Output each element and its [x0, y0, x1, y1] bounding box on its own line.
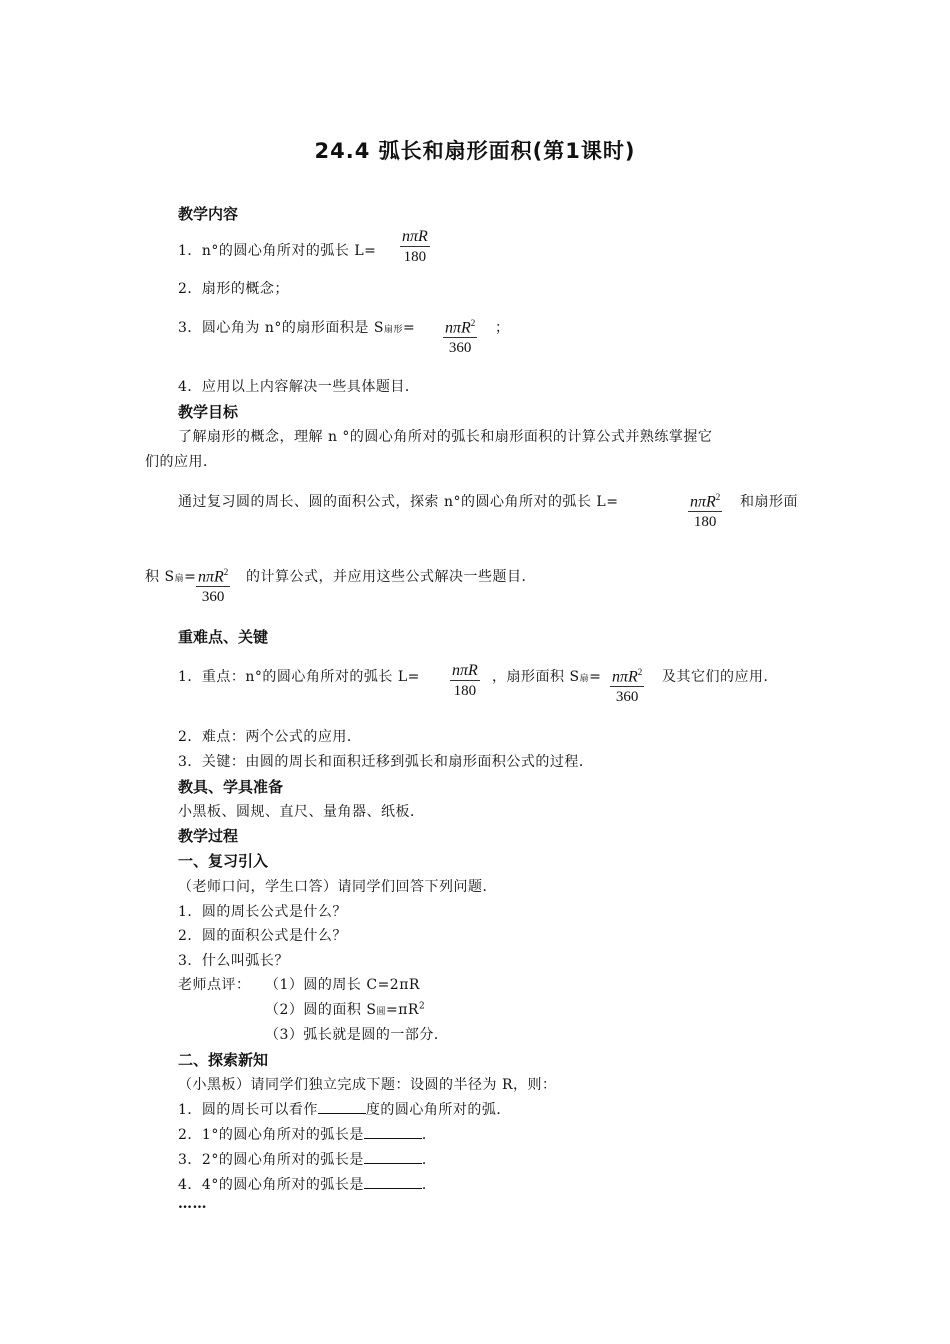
review-intro: （老师口问，学生口答）请同学们回答下列问题．: [178, 879, 497, 895]
key-1-a: 1．重点：n°的圆心角所对的弧长 L=: [178, 669, 420, 685]
key-2: 2．难点：两个公式的应用．: [178, 729, 362, 745]
goals-p2-c: [145, 566, 196, 586]
answer-blank[interactable]: [318, 1101, 366, 1114]
key-1-b: [492, 666, 601, 686]
arc-length-fraction: [400, 228, 430, 267]
equals: =: [184, 569, 197, 585]
subscript: 圆: [376, 1007, 386, 1017]
fraction-denominator: 360: [196, 586, 230, 607]
fraction-denominator: 180: [688, 511, 722, 532]
goals-p1-line1: 了解扇形的概念，理解 n °的圆心角所对的弧长和扇形面积的计算公式并熟练掌握它: [178, 429, 713, 445]
sector-area-fraction: [443, 314, 477, 358]
content-item-3-text: 3．圆心角为 n°的扇形面积是 S: [178, 320, 384, 336]
review-q1: 1．圆的周长公式是什么？: [178, 904, 347, 920]
goals-heading: 教学目标: [178, 403, 239, 421]
fraction-denominator: 360: [610, 686, 644, 707]
equals: =: [589, 669, 602, 685]
fraction-numerator: [610, 663, 644, 686]
subscript: 扇: [174, 574, 185, 584]
numerator-text: nπR: [690, 493, 716, 511]
superscript: 2: [637, 667, 643, 677]
explore-3: [178, 1149, 436, 1169]
explore-1: [178, 1099, 511, 1119]
explore-4: [178, 1174, 436, 1194]
key-1-d: 及其它们的应用．: [662, 669, 778, 685]
numerator-text: nπR: [198, 568, 224, 586]
superscript: 2: [418, 1001, 426, 1012]
explore-2-text: 2．1°的圆心角所对的弧长是: [178, 1127, 364, 1143]
goals-p2-a: 通过复习圆的周长、圆的面积公式，探索 n°的圆心角所对的弧长 L=: [178, 494, 619, 510]
fraction-denominator: 180: [400, 246, 430, 267]
content-heading: 教学内容: [178, 205, 239, 223]
arc-length-fraction-2: [688, 488, 722, 532]
content-item-3: [178, 317, 415, 337]
key-3: 3．关键：由圆的周长和面积迁移到弧长和扇形面积公式的过程．: [178, 754, 594, 770]
fraction-denominator: 360: [443, 337, 477, 358]
sector-area-fraction-2: [196, 563, 230, 607]
goals-p2-c-text: 积 S: [145, 569, 175, 585]
comment-2: [265, 999, 425, 1019]
arc-length-fraction-3: [450, 662, 480, 701]
subscript: 扇形: [383, 325, 403, 335]
explore-1-text-end: 度的圆心角所对的弧．: [365, 1102, 511, 1118]
page-title: 24.4 弧长和扇形面积(第1课时): [314, 139, 636, 163]
answer-blank[interactable]: [364, 1151, 422, 1164]
fraction-numerator: nπR: [452, 662, 478, 679]
key-heading: 重难点、关键: [178, 628, 269, 646]
goals-p2-e: 的计算公式，并应用这些公式解决一些题目．: [246, 569, 536, 585]
key-1-b-text: ，扇形面积 S: [492, 669, 580, 685]
superscript: 2: [470, 318, 476, 328]
period: ．: [421, 1177, 437, 1193]
fraction-numerator: [688, 488, 722, 511]
goals-p2-b: 和扇形面: [740, 494, 798, 510]
period: ．: [421, 1152, 437, 1168]
fraction-numerator: nπR: [402, 228, 428, 245]
review-q2: 2．圆的面积公式是什么？: [178, 928, 347, 944]
content-item-4: 4．应用以上内容解决一些具体题目．: [178, 379, 420, 395]
explore-heading: 二、探索新知: [178, 1051, 269, 1069]
semicolon: ；: [495, 320, 510, 336]
fraction-numerator: [443, 314, 477, 337]
superscript: 2: [715, 492, 721, 502]
ellipsis: ……: [178, 1196, 207, 1212]
fraction-denominator: 180: [450, 680, 480, 701]
answer-blank[interactable]: [364, 1126, 422, 1139]
answer-blank[interactable]: [364, 1176, 422, 1189]
numerator-text: nπR: [612, 668, 638, 686]
tools-text: 小黑板、圆规、直尺、量角器、纸板．: [178, 804, 425, 820]
numerator-text: nπR: [445, 319, 471, 337]
content-item-1: 1．n°的圆心角所对的弧长 L=: [178, 243, 377, 259]
comment-3: （3）弧长就是圆的一部分．: [265, 1027, 449, 1043]
fraction-numerator: [196, 563, 230, 586]
explore-2: [178, 1124, 436, 1144]
comment-1: （1）圆的周长 C=2πR: [265, 977, 420, 993]
explore-1-text: 1．圆的周长可以看作: [178, 1102, 318, 1118]
tools-heading: 教具、学具准备: [178, 778, 284, 796]
review-q3: 3．什么叫弧长？: [178, 953, 289, 969]
review-heading: 一、复习引入: [178, 852, 269, 870]
superscript: 2: [223, 567, 229, 577]
explore-intro: （小黑板）请同学们独立完成下题：设圆的半径为 R，则：: [178, 1077, 557, 1093]
comment-2-text: （2）圆的面积 S: [265, 1002, 377, 1018]
comment-2-formula: =πR: [385, 1002, 419, 1018]
goals-p1-line2: 们的应用．: [145, 454, 218, 470]
explore-4-text: 4．4°的圆心角所对的弧长是: [178, 1177, 364, 1193]
content-item-2: 2．扇形的概念；: [178, 281, 289, 297]
process-heading: 教学过程: [178, 827, 239, 845]
period: ．: [421, 1127, 437, 1143]
comment-label: 老师点评：: [178, 977, 251, 993]
equals: =: [402, 320, 416, 336]
sector-area-fraction-3: [610, 663, 644, 707]
subscript: 扇: [579, 674, 590, 684]
explore-3-text: 3．2°的圆心角所对的弧长是: [178, 1152, 364, 1168]
